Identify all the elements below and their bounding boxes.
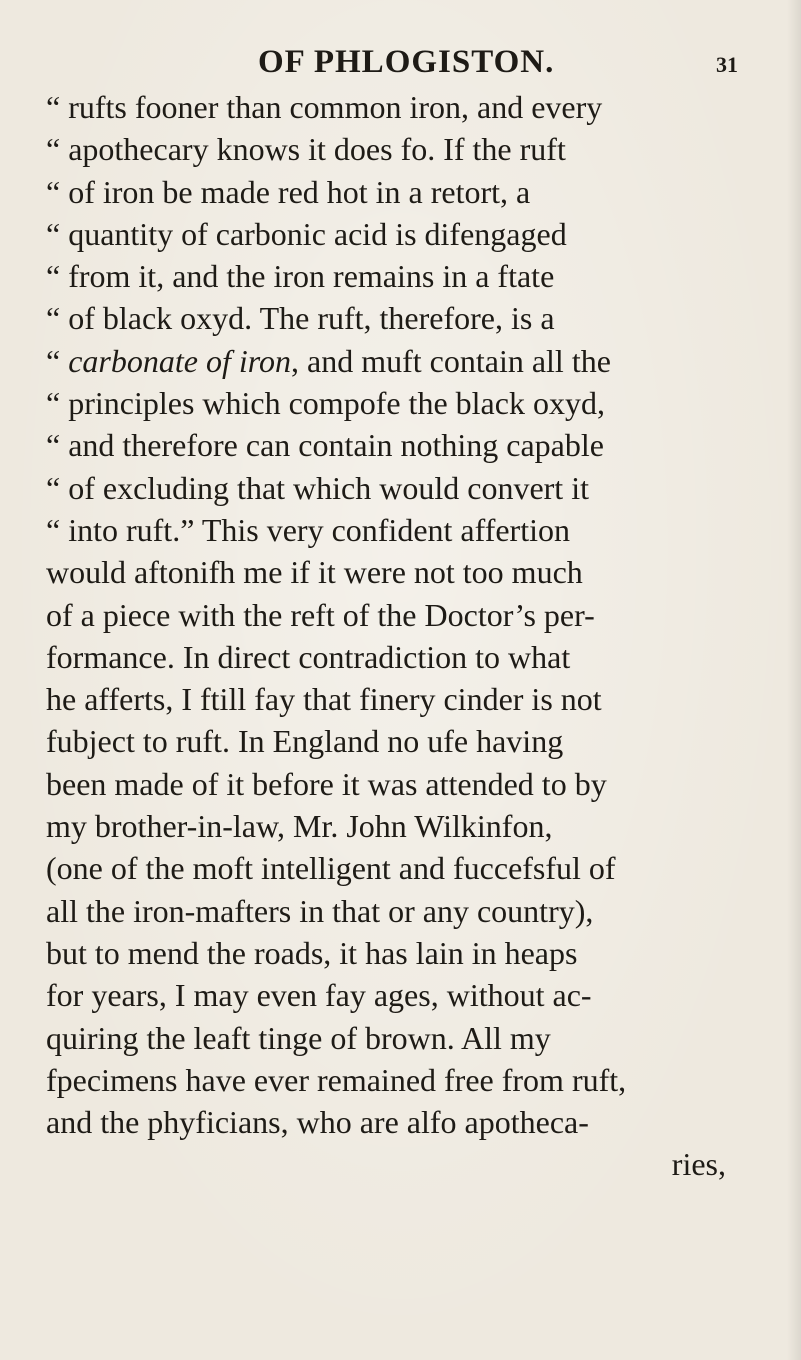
text-line: formance. In direct contradiction to what bbox=[46, 638, 571, 675]
text-line: of a piece with the reft of the Doctor’s per- bbox=[46, 596, 595, 633]
text-line: “ of excluding that which would convert it bbox=[46, 469, 589, 506]
text-line: “ from it, and the iron remains in a ftate bbox=[46, 258, 555, 295]
text-line: all the iron-mafters in that or any country), bbox=[46, 892, 594, 929]
text-line: my brother-in-law, Mr. John Wilkinfon, bbox=[46, 808, 553, 845]
text-line: quiring the leaft tinge of brown. All my bbox=[46, 1019, 551, 1056]
text-line: “ rufts fooner than common iron, and every bbox=[46, 89, 603, 125]
text-line: “ of black oxyd. The ruft, therefore, is a bbox=[46, 300, 555, 337]
text-line: (one of the moft intelligent and fuccefsful of bbox=[46, 850, 616, 887]
text-line: fpecimens have ever remained free from ruft, bbox=[46, 1061, 627, 1098]
running-head bbox=[0, 44, 801, 84]
text-line: “ of iron be made red hot in a retort, a bbox=[46, 173, 531, 210]
body-text bbox=[46, 86, 786, 1186]
text-line: he afferts, I ftill fay that finery cinder is not bbox=[46, 681, 602, 718]
text-line: “ principles which compofe the black oxyd, bbox=[46, 385, 605, 422]
page-number: 31 bbox=[716, 52, 738, 77]
header-title: OF PHLOGISTON. bbox=[258, 44, 555, 80]
text-line: fubject to ruft. In England no ufe having bbox=[46, 723, 564, 760]
text-line: “ apothecary knows it does fo. If the ruft bbox=[46, 131, 566, 168]
text-line: “ carbonate of iron, and muft contain all the bbox=[46, 342, 611, 379]
text-line: but to mend the roads, it has lain in heaps bbox=[46, 934, 578, 971]
text-line: “ into ruft.” This very confident affertion bbox=[46, 511, 570, 548]
text-line: and the phyficians, who are alfo apotheca- bbox=[46, 1104, 589, 1141]
text-line: would aftonifh me if it were not too much bbox=[46, 554, 583, 591]
page-edge-shadow bbox=[787, 0, 801, 1360]
text-line: been made of it before it was attended to by bbox=[46, 765, 607, 802]
text-line: for years, I may even fay ages, without ac- bbox=[46, 977, 592, 1014]
catchword: ries, bbox=[671, 1146, 726, 1183]
text-line: “ quantity of carbonic acid is difengaged bbox=[46, 215, 567, 252]
text-line: “ and therefore can contain nothing capable bbox=[46, 427, 604, 464]
